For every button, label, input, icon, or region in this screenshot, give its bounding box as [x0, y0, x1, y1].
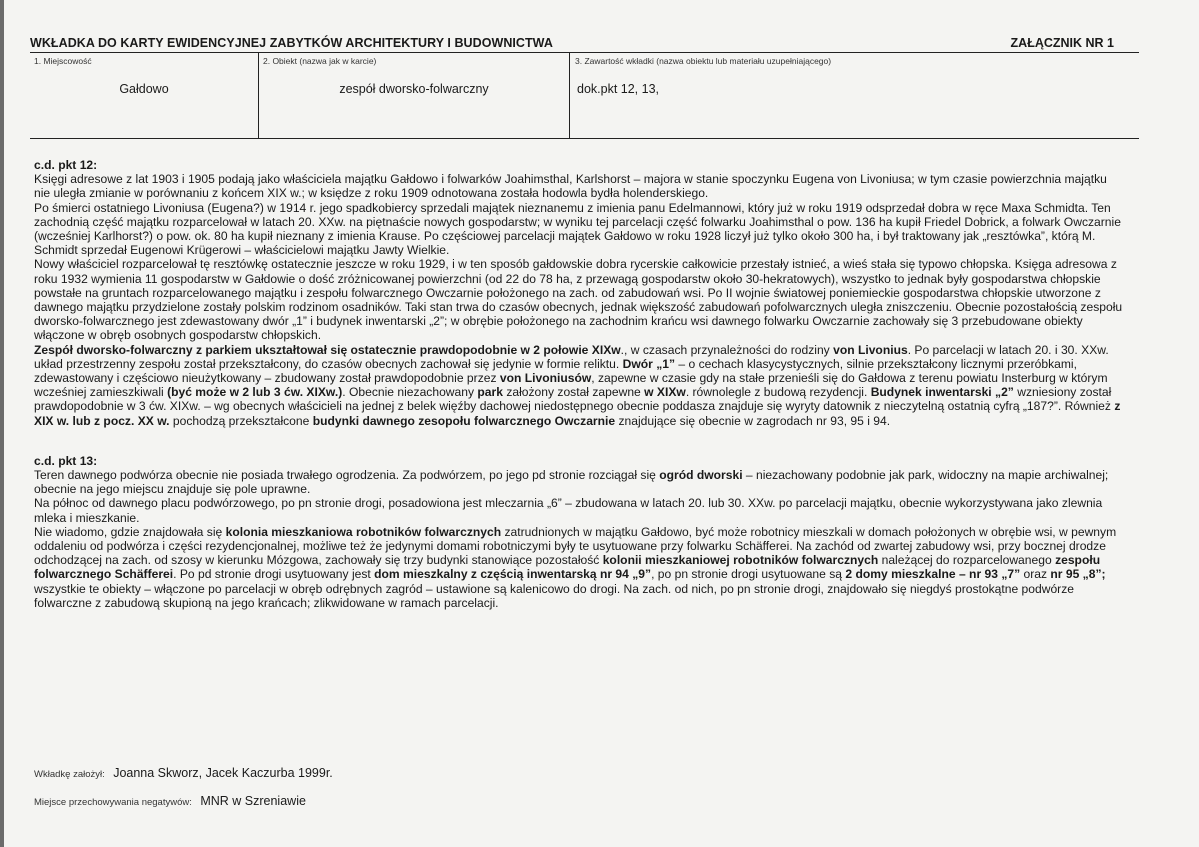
compiled-by-label: Wkładkę założył:: [34, 769, 105, 780]
annex-number: ZAŁĄCZNIK NR 1: [1010, 36, 1114, 50]
field-content-value: dok.pkt 12, 13,: [577, 82, 660, 96]
text-run: . Po parcelacji w latach 20. i 30. XXw. układ przestrzenny zespołu został przekształcony, do czasów obecnych zachował się jedynie w formie reliktu.: [34, 342, 1109, 371]
section-12-paragraph-1: Księgi adresowe z lat 1903 i 1905 podają jako właściciela majątku Gałdowo i folwarków Joahimsthal, Karlshorst – majora w stanie spoczynku Eugena von Livoniusa; w tym czasie powierzchnia majątku nie uległa zmianie w porównaniu z końcem XIX w.; w księdze z roku 1909 odnotowana została hodowla bydła holenderskiego.: [34, 172, 1107, 201]
text-bold: von Livoniusów: [499, 371, 592, 386]
text-run: ., w czasach przynależności do rodziny: [620, 342, 834, 357]
text-run: – o cechach klasycystycznych, silnie przekształcony licznymi przeróbkami, zdewastowany i częściowo nieużytkowany – zbudowany został prawdopodobnie przez: [34, 356, 1077, 386]
section-spacer: [34, 428, 1124, 454]
document-title: WKŁADKA DO KARTY EWIDENCYJNEJ ZABYTKÓW ARCHITEKTURY I BUDOWNICTWA: [30, 36, 553, 50]
text-run: Nie wiadomo, gdzie znajdowała się: [34, 524, 226, 539]
text-bold: von Livonius: [833, 342, 908, 357]
text-bold: Budynek inwentarski „2”: [870, 385, 1014, 400]
field-locality-value: Gałdowo: [119, 82, 169, 96]
field-locality: [30, 53, 259, 138]
document-body: [34, 158, 1124, 610]
field-object-label: 2. Obiekt (nazwa jak w karcie): [263, 56, 377, 66]
document-header: [30, 36, 1116, 52]
scan-left-edge: [0, 0, 4, 847]
text-run: , po pn stronie drogi usytuowane są: [651, 567, 846, 582]
text-bold: (być może w 2 lub 3 ćw. XIXw.): [167, 385, 343, 400]
negatives-storage-value: MNR w Szreniawie: [200, 794, 306, 808]
section-13-heading: c.d. pkt 13:: [34, 453, 98, 468]
negatives-storage-label: Miejsce przechowywania negatywów:: [34, 797, 192, 808]
field-content-label: 3. Zawartość wkładki (nazwa obiektu lub materiału uzupełniającego): [575, 56, 832, 66]
text-run: oraz: [1020, 567, 1051, 582]
text-run: zatrudnionych w majątku Gałdowo, być może robotnicy mieszkali w domach położonych w obrębie wsi, w pewnym oddaleniu od podwórza i części rezydencjonalnej, możliwe też że jedynymi domami robotniczymi były te usytuowane przy folwarku Schäfferei. Na zachód od zwartej zabudowy wsi, przy bocznej drodze odchodzącej na zach. od szosy w kierunku Mózgowa, zachowały się trzy budynki stanowiące pozostałość: [34, 524, 1117, 568]
text-bold: kolonii mieszkaniowej robotników folwarcznych: [602, 553, 879, 568]
text-run: – niezachowany podobnie jak park, widoczny na mapie archiwalnej; obecnie na jego miejscu znajduje się pole uprawne.: [34, 468, 1109, 497]
text-run: założony został zapewne: [502, 385, 645, 400]
compiled-by: [34, 764, 333, 782]
section-12-paragraph-4: [34, 343, 1124, 428]
text-bold: kolonia mieszkaniowa robotników folwarcznych: [225, 524, 502, 539]
field-object-value: zespół dworsko-folwarczny: [339, 82, 489, 96]
text-run: pochodzą przekształcone: [169, 413, 313, 428]
text-bold: 2 domy mieszkalne – nr 93 „7”: [845, 567, 1021, 582]
text-run: należącej do rozparcelowanego: [878, 553, 1056, 568]
text-run: . Obecnie niezachowany: [342, 385, 478, 400]
form-fields-row: [30, 53, 1139, 139]
text-bold: w XIXw: [644, 385, 686, 400]
field-locality-label: 1. Miejscowość: [34, 56, 92, 66]
text-bold: budynki dawnego zesopołu folwarcznego Owczarnie: [312, 413, 616, 428]
text-bold: ogród dworski: [659, 468, 743, 483]
text-bold: nr 95 „8”;: [1050, 567, 1106, 582]
section-12-paragraph-3: Nowy właściciel rozparcelował tę resztówkę ostatecznie jeszcze w roku 1929, i w ten sposób gałdowskie dobra rycerskie całkowicie przestały istnieć, a wieś stała się typowo chłopska. Księga adresowa z roku 1932 wymienia 11 gospodarstw w Gałdowie o dość zróżnicowanej powierzchni (od 22 do 78 ha, z przewagą gospodarstw około 30-hekratowych), wszystko to jednak były gospodarstwa chłopskie powstałe na gruntach rozparcelowanego majątku i zespołu folwarcznego Owczarnie położonego na zach. od zabudowań wsi. Po II wojnie światowej poniemieckie gospodarstwa chłopskie utworzone z dawnego majątku przydzielone zostały polskim rodzinom osadników. Taki stan trwa do czasów obecnych, jednak większość zabudowań pofolwarcznych uległa zniszczeniu. Obecnie pozostałością zespołu dworsko-folwarcznego jest zdewastowany dwór „1” i budynek inwentarski „2”; w obrębie położonego na zachodnim krańcu wsi dawnego folwarku Owczarnie zachowały się 3 przebudowane obiekty włączone w obręb osobnych gospodarstw chłopskich.: [34, 257, 1123, 343]
section-12-paragraph-2: Po śmierci ostatniego Livoniusa (Eugena?) w 1914 r. jego spadkobiercy sprzedali majątek nieznanemu z imienia panu Edelmannowi, który już w roku 1919 odsprzedał dobra w ręce Maxa Schmidta. Ten zachodnią część majątku rozparcelował w latach 20. XXw. na piętnaście nowych gospodarstw; w wyniku tej parcelacji część folwarku Joahimsthal o pow. 136 ha kupił Friedel Dobrick, a folwark Owczarnie (wcześniej Karlhorst?) o pow. ok. 80 ha kupił nieznany z imienia Krause. Po częściowej parcelacji majątek Gałdowo w roku 1928 liczył już tylko około 300 ha, i był traktowany jak „resztówka”, którą M. Schmidt sprzedał Eugenowi Krügerowi – właścicielowi majątku Jawty Wielkie.: [34, 200, 1121, 258]
text-run: Teren dawnego podwórza obecnie nie posiada trwałego ogrodzenia. Za podwórzem, po jego pd stronie rozciągał się: [34, 468, 660, 483]
text-run: . Po pd stronie drogi usytuowany jest: [173, 567, 375, 582]
negatives-storage: [34, 792, 306, 810]
section-13-paragraph-3: [34, 525, 1124, 610]
text-bold: zespołu folwarcznego Schäfferei: [34, 553, 1101, 582]
text-run: znajdujące się obecnie w zagrodach nr 93, 95 i 94.: [615, 413, 891, 428]
text-bold: z XIX w. lub z pocz. XX w.: [34, 399, 1121, 428]
section-13-paragraph-1: [34, 468, 1124, 496]
section-13-paragraph-2: Na północ od dawnego placu podwórzowego, po pn stronie drogi, posadowiona jest mleczarnia „6” – zbudowana w latach 20. lub 30. XXw. po parcelacji majątku, obecnie wykorzystywana jako zlewnia mleka i mieszkanie.: [34, 496, 1103, 525]
section-12-heading: c.d. pkt 12:: [34, 158, 98, 172]
text-bold: Zespół dworsko-folwarczny z parkiem ukształtował się ostatecznie prawdopodobnie w 2 połowie XIXw: [34, 342, 621, 357]
text-bold: Dwór „1”: [622, 356, 676, 371]
text-run: . równolegle z budową rezydencji.: [685, 385, 871, 400]
text-run: wzniesiony został prawdopodobnie w 3 ćw. XIXw. – wg obecnych właścicieli na jednej z belek więźby dachowej niedostępnego obecnie poddasza znajduje się wyryty datownik z nieczytelną ostatnią cyfrą „187?”. Również: [34, 385, 1115, 414]
field-object: [259, 53, 570, 138]
text-bold: park: [477, 385, 503, 400]
text-run: , zapewne w czasie gdy na stałe przenieśli się do Gałdowa z terenu powiatu Insterburg w którym wcześniej zamieszkiwali: [34, 371, 1108, 400]
text-bold: dom mieszkalny z częścią inwentarską nr 94 „9”: [374, 567, 652, 582]
compiled-by-value: Joanna Skworz, Jacek Kaczurba 1999r.: [113, 766, 333, 780]
field-content: [571, 53, 1139, 138]
text-run: wszystkie te obiekty – włączone po parcelacji w obręb odrębnych zagród – ustawione są kalenicowo do drogi. Na zach. od nich, po pn stronie drogi, znajdowało się niegdyś prostokątne podwórze folwarczne z zabudową skupioną na jego krańcach; zlikwidowane w ramach parcelacji.: [34, 581, 1074, 610]
